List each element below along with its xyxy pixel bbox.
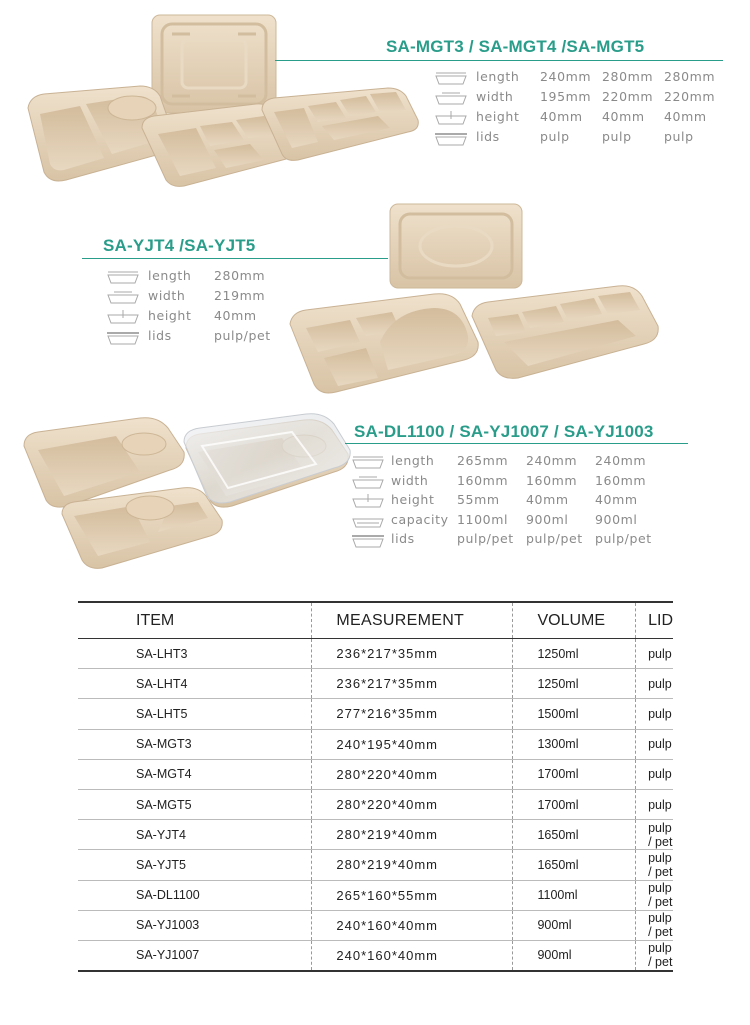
header-lid: LID bbox=[636, 602, 673, 639]
length-icon bbox=[351, 455, 385, 471]
spec-row-lids: lids pulp pulp pulp bbox=[434, 129, 734, 149]
lid-icon bbox=[434, 131, 468, 147]
spec-row-length: length 265mm 240mm 240mm bbox=[351, 453, 681, 473]
table-row: SA-DL1100 265*160*55mm 1100ml pulp / pet bbox=[78, 880, 673, 910]
spec-row-height: height 40mm bbox=[106, 308, 326, 328]
table-row: SA-YJT5 280*219*40mm 1650ml pulp / pet bbox=[78, 850, 673, 880]
width-icon bbox=[106, 290, 140, 306]
table-row: SA-YJ1007 240*160*40mm 900ml pulp / pet bbox=[78, 940, 673, 971]
dl-yj-section-title: SA-DL1100 / SA-YJ1007 / SA-YJ1003 bbox=[354, 422, 654, 441]
spec-row-capacity: capacity 1100ml 900ml 900ml bbox=[351, 512, 681, 532]
dl-yj-title-rule bbox=[345, 443, 688, 444]
spec-row-lids: lids pulp/pet bbox=[106, 328, 326, 348]
table-row: SA-LHT3 236*217*35mm 1250ml pulp bbox=[78, 639, 673, 669]
table-row: SA-LHT5 277*216*35mm 1500ml pulp bbox=[78, 699, 673, 729]
yjt-lid-photo bbox=[386, 200, 526, 292]
product-spec-table bbox=[78, 601, 673, 972]
header-measurement: MEASUREMENT bbox=[312, 602, 513, 639]
mgt-section-title: SA-MGT3 / SA-MGT4 /SA-MGT5 bbox=[386, 37, 645, 56]
table-row: SA-MGT3 240*195*40mm 1300ml pulp bbox=[78, 729, 673, 759]
table-header-row bbox=[78, 602, 673, 639]
width-icon bbox=[434, 91, 468, 107]
dl-yj-spec-list bbox=[351, 453, 681, 551]
length-icon bbox=[106, 270, 140, 286]
spec-row-width: width 195mm 220mm 220mm bbox=[434, 89, 734, 109]
spec-row-width: width 219mm bbox=[106, 288, 326, 308]
spec-row-height: height 55mm 40mm 40mm bbox=[351, 492, 681, 512]
yj1003-tray-photo bbox=[58, 482, 226, 572]
height-icon bbox=[351, 494, 385, 510]
table-row: SA-MGT5 280*220*40mm 1700ml pulp bbox=[78, 789, 673, 819]
spec-row-width: width 160mm 160mm 160mm bbox=[351, 473, 681, 493]
header-item: ITEM bbox=[78, 602, 312, 639]
length-icon bbox=[434, 71, 468, 87]
spec-row-lids: lids pulp/pet pulp/pet pulp/pet bbox=[351, 531, 681, 551]
spec-row-length: length 240mm 280mm 280mm bbox=[434, 69, 734, 89]
height-icon bbox=[106, 310, 140, 326]
table-row: SA-YJ1003 240*160*40mm 900ml pulp / pet bbox=[78, 910, 673, 940]
header-volume: VOLUME bbox=[513, 602, 636, 639]
mgt-spec-list bbox=[434, 69, 734, 149]
yjt-title-rule bbox=[82, 258, 388, 259]
mgt5-tray-photo bbox=[258, 84, 422, 164]
table-row: SA-YJT4 280*219*40mm 1650ml pulp / pet bbox=[78, 820, 673, 850]
lid-icon bbox=[106, 330, 140, 346]
table-row: SA-LHT4 236*217*35mm 1250ml pulp bbox=[78, 669, 673, 699]
lid-icon bbox=[351, 533, 385, 549]
width-icon bbox=[351, 475, 385, 491]
capacity-icon bbox=[351, 514, 385, 530]
mgt-title-rule bbox=[275, 60, 723, 61]
yjt4-tray-photo bbox=[284, 286, 484, 398]
height-icon bbox=[434, 111, 468, 127]
table-row: SA-MGT4 280*220*40mm 1700ml pulp bbox=[78, 759, 673, 789]
spec-row-height: height 40mm 40mm 40mm bbox=[434, 109, 734, 129]
yjt5-tray-photo bbox=[468, 280, 664, 382]
spec-row-length: length 280mm bbox=[106, 268, 326, 288]
yjt-section-title: SA-YJT4 /SA-YJT5 bbox=[103, 236, 256, 255]
